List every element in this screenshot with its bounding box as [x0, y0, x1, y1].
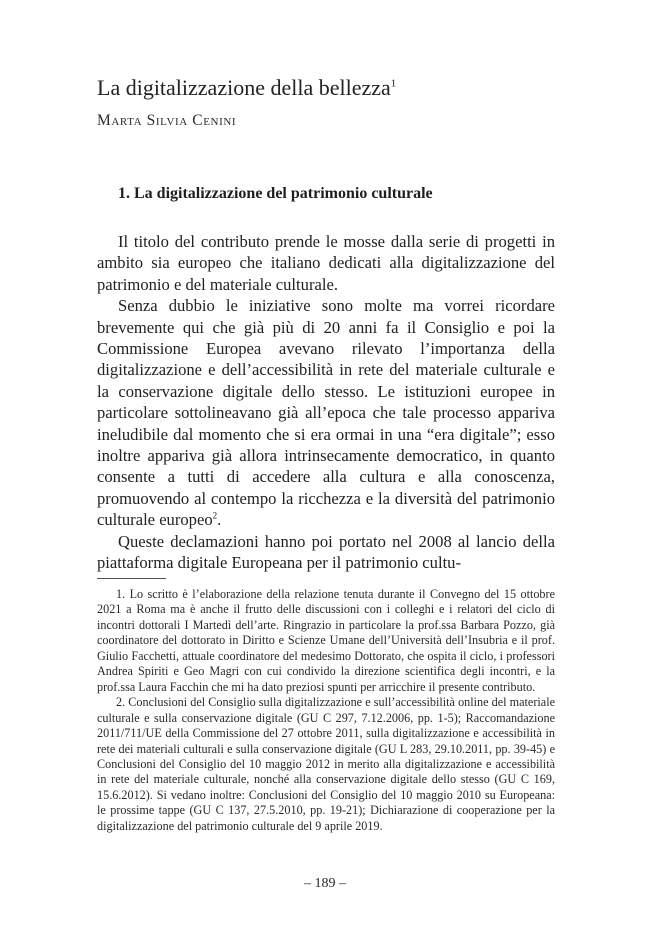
page-number: – 189 –	[304, 876, 346, 891]
footnote-divider	[97, 578, 166, 579]
footnote-2: 2. Conclusioni del Consiglio sulla digitalizzazione e sull’accessibilità online del materiale culturale e sulla conservazione digitale (GU C 297, 7.12.2006, pp. 1-5); Raccomandazione 2011/711/UE della Commissione del 27 ottobre 2011, sulla digitalizzazione e accessibilità in rete dei materiali culturali e sulla conservazione digitale (GU L 283, 29.10.2011, pp. 39-45) e Conclusioni del Consiglio del 10 maggio 2012 in merito alla digitalizzazione e accessibilità in rete del materiale culturale, nonché alla conservazione digitale dello stesso (GU C 169, 15.6.2012). Si vedano inoltre: Conclusioni del Consiglio del 10 maggio 2010 su Europeana: le prossime tappe (GU C 137, 27.5.2010, pp. 19-21); Dichiarazione di cooperazione per la digitalizzazione del patrimonio culturale del 9 aprile 2019.	[97, 695, 555, 833]
body-text	[97, 231, 555, 574]
footnote-marker-2[interactable]: 2	[212, 510, 218, 521]
footnotes	[97, 587, 555, 834]
author-name: Marta Silvia Cenini	[97, 112, 237, 129]
chapter-title-text: La digitalizzazione della bellezza	[97, 75, 391, 100]
section-heading: 1. La digitalizzazione del patrimonio culturale	[118, 185, 433, 202]
footnote-1: 1. Lo scritto è l’elaborazione della relazione tenuta durante il Convegno del 15 ottobre 2021 a Roma ma è anche il frutto delle discussioni con i colleghi e i relatori del ciclo di incontri dottorali I Martedì dell’arte. Ringrazio in particolare la prof.ssa Barbara Pozzo, già coordinatore del dottorato in Diritto e Scienze Umane dell’Università dell’Insubria e il prof. Giulio Facchetti, attuale coordinatore del medesimo Dottorato, che ospita il ciclo, i professori Andrea Spiriti e Geo Magri con cui condivido la direzione scientifica degli incontri, e la prof.ssa Laura Facchin che mi ha dato preziosi spunti per arricchire il presente contributo.	[97, 587, 555, 694]
body-paragraph-1: Il titolo del contributo prende le mosse dalla serie di progetti in ambito sia europeo che italiano dedicati alla digitalizzazione del patrimonio e del materiale culturale.	[97, 232, 555, 294]
title-footnote-marker[interactable]: 1	[390, 77, 397, 90]
body-paragraph-3: Queste declamazioni hanno poi portato nel 2008 al lancio della piattaforma digitale Europeana per il patrimonio cultu-	[97, 531, 555, 573]
body-paragraph-2-text: Senza dubbio le iniziative sono molte ma vorrei ricordare brevemente qui che già più di 20 anni fa il Consiglio e poi la Commissione Europea avevano rilevato l’importanza della digitalizzazione e dell’accessibilità in rete del materiale culturale e la conservazione digitale dello stesso. Le istituzioni europee in particolare sottolineavano già all’epoca che tale processo appariva ineludibile dal momento che si era ormai in una “era digitale”; esso inoltre appariva già allora intrinsecamente democratico, in quanto consente a tutti di accedere alla cultura e alla conoscenza, promuovendo al contempo la ricchezza e la diversità del patrimonio culturale europeo	[97, 296, 555, 530]
body-paragraph-2-end: .	[217, 510, 222, 530]
chapter-title	[97, 75, 396, 101]
body-paragraph-2	[97, 295, 555, 530]
